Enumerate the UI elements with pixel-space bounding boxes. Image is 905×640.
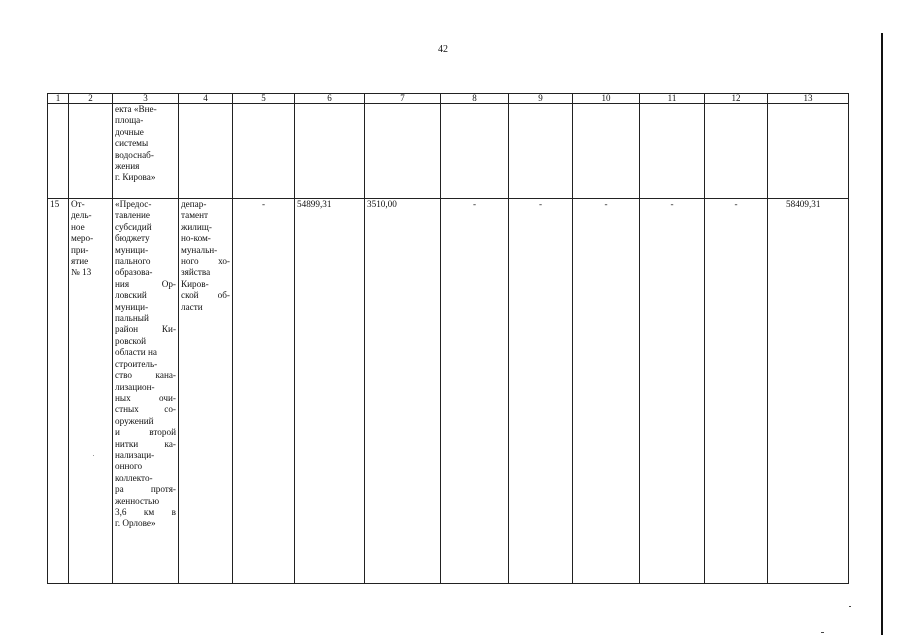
text-line: район Ки- (115, 324, 176, 335)
text-line: пальный (115, 313, 149, 324)
value-cell: - (441, 199, 509, 584)
text-line: ятие (71, 256, 89, 267)
value-cell: - (233, 199, 295, 584)
text-line: при- (71, 244, 89, 255)
text-line: ния Ор- (115, 278, 176, 289)
event-name-cell (69, 199, 113, 584)
right-margin-rule (881, 33, 883, 635)
text-line: но-ком- (181, 233, 211, 244)
text-line: ласти (181, 301, 203, 312)
value-cell: - (509, 199, 573, 584)
header-cell: 1 (48, 94, 69, 104)
value-cell: - (640, 199, 705, 584)
text-line: площа- (115, 115, 144, 126)
table-cell-description (113, 199, 179, 584)
header-cell: 2 (69, 94, 113, 104)
text-line: ных очи- (115, 392, 176, 403)
text-line: жилищ- (181, 221, 212, 232)
header-cell: 9 (509, 94, 573, 104)
table-row-continued (48, 104, 849, 199)
table-cell (365, 104, 441, 199)
table-cell-description (113, 104, 179, 199)
text-line: лизацион- (115, 381, 155, 392)
header-cell: 7 (365, 94, 441, 104)
header-cell: 8 (441, 94, 509, 104)
scan-speck (849, 606, 851, 607)
text-line: образова- (115, 267, 153, 278)
row-number-cell: 15 (48, 199, 69, 584)
text-line: ской об- (181, 290, 230, 301)
table-cell (640, 104, 705, 199)
value-cell: 3510,00 (365, 199, 441, 584)
header-cell: 12 (705, 94, 768, 104)
table-cell (233, 104, 295, 199)
table-row-15 (48, 199, 849, 584)
table-cell (573, 104, 640, 199)
header-row (48, 94, 849, 104)
text-line: муници- (115, 244, 149, 255)
text-line: депар- (181, 199, 207, 209)
text-line: «Предос- (115, 199, 152, 209)
total-cell: 58409,31 (768, 199, 849, 584)
text-line: ное (71, 221, 85, 232)
scan-speck (93, 455, 94, 456)
text-line: Киров- (181, 278, 209, 289)
table-cell (509, 104, 573, 199)
text-line: ровской (115, 335, 147, 346)
value-cell: - (705, 199, 768, 584)
header-cell: 4 (179, 94, 233, 104)
text-line: меро- (71, 233, 94, 244)
table-cell (69, 104, 113, 199)
text-line: области на (115, 347, 158, 358)
value-cell: - (573, 199, 640, 584)
executor-cell (179, 199, 233, 584)
text-line: системы (115, 138, 149, 149)
text-line: бюджету (115, 233, 150, 244)
text-line: жения (115, 161, 140, 172)
text-line: екта «Вне- (115, 104, 157, 114)
text-line: г. Кирова» (115, 172, 156, 183)
text-line: ра протя- (115, 484, 176, 495)
header-cell: 11 (640, 94, 705, 104)
header-cell: 6 (295, 94, 365, 104)
text-line: и второй (115, 427, 176, 438)
table-cell (179, 104, 233, 199)
text-line: зяйства (181, 267, 211, 278)
scan-speck (821, 632, 824, 633)
text-line: ловский (115, 290, 147, 301)
text-line: мунальн- (181, 244, 218, 255)
text-line: стных со- (115, 404, 176, 415)
text-line: От- (71, 199, 85, 209)
text-line: № 13 (71, 267, 92, 278)
table-cell (441, 104, 509, 199)
text-line: женностью (115, 495, 160, 506)
data-table (47, 93, 849, 584)
table-cell (768, 104, 849, 199)
text-line: дель- (71, 210, 92, 221)
page-number: 42 (438, 44, 448, 55)
header-cell: 3 (113, 94, 179, 104)
text-line: оружений (115, 415, 154, 426)
text-line: субсидий (115, 221, 152, 232)
text-line: г. Орлове» (115, 518, 156, 529)
text-line: дочные (115, 126, 144, 137)
value-cell: 54899,31 (295, 199, 365, 584)
text-line: тамент (181, 210, 209, 221)
header-cell: 10 (573, 94, 640, 104)
table-cell (705, 104, 768, 199)
text-line: пального (115, 256, 151, 267)
text-line: онного (115, 461, 143, 472)
header-cell: 13 (768, 94, 849, 104)
text-line: коллекто- (115, 472, 153, 483)
text-line: ного хо- (181, 256, 230, 267)
text-line: 3,6 км в (115, 506, 176, 517)
text-line: водоснаб- (115, 149, 154, 160)
text-line: тавление (115, 210, 150, 221)
header-cell: 5 (233, 94, 295, 104)
text-line: нализаци- (115, 449, 155, 460)
text-line: муници- (115, 301, 149, 312)
table-cell (48, 104, 69, 199)
text-line: строитель- (115, 358, 158, 369)
text-line: нитки ка- (115, 438, 176, 449)
table-cell (295, 104, 365, 199)
text-line: ство кана- (115, 370, 176, 381)
